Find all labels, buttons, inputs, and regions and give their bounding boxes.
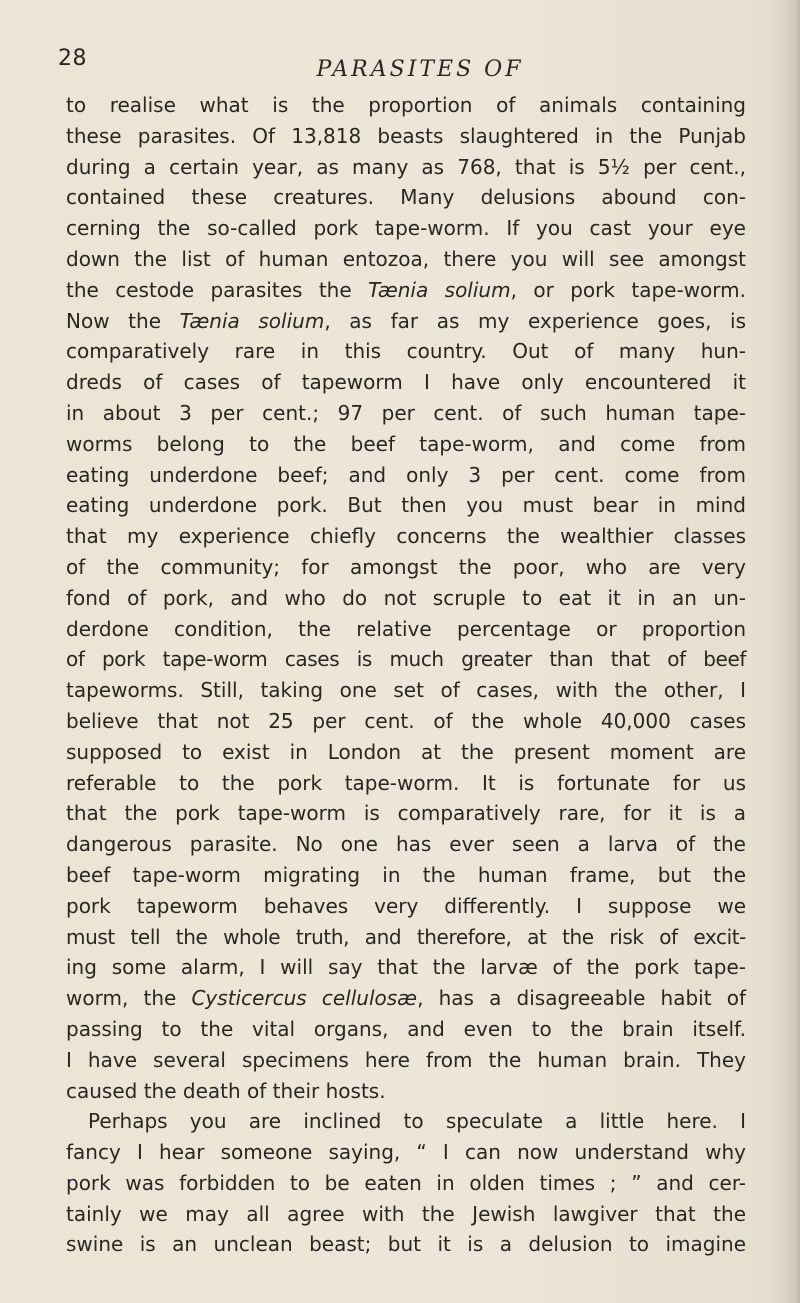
- page-edge-shadow: [786, 0, 800, 1303]
- text-line: in about 3 per cent.; 97 per cent. of such human tape-: [66, 400, 746, 425]
- text-line: dreds of cases of tapeworm I have only encountered it: [66, 370, 746, 395]
- text-line: pork tapeworm behaves very differently. I suppose we: [66, 893, 746, 918]
- text-line: worms belong to the beef tape-worm, and come from: [66, 431, 746, 456]
- text-line: of pork tape-worm cases is much greater than that of beef: [66, 647, 746, 672]
- text-line: dangerous parasite. No one has ever seen a larva of the: [66, 832, 746, 857]
- text-line: ing some alarm, I will say that the larvæ of the pork tape-: [66, 955, 746, 980]
- body-text: [66, 90, 746, 1260]
- text-line: during a certain year, as many as 768, that is 5½ per cent.,: [66, 154, 746, 179]
- text-line: believe that not 25 per cent. of the whole 40,000 cases: [66, 708, 746, 733]
- text-line: the cestode parasites the Tænia solium, or pork tape-worm.: [66, 277, 746, 302]
- text-line: referable to the pork tape-worm. It is fortunate for us: [66, 770, 746, 795]
- running-head: PARASITES OF: [316, 57, 524, 82]
- text-line: beef tape-worm migrating in the human frame, but the: [66, 862, 746, 887]
- text-line: tainly we may all agree with the Jewish lawgiver that the: [66, 1201, 746, 1226]
- text-line: cerning the so-called pork tape-worm. If you cast your eye: [66, 216, 746, 241]
- text-line: contained these creatures. Many delusions abound con-: [66, 185, 746, 210]
- text-line: these parasites. Of 13,818 beasts slaughtered in the Punjab: [66, 123, 746, 148]
- text-line: passing to the vital organs, and even to the brain itself.: [66, 1016, 746, 1041]
- text-line: derdone condition, the relative percentage or proportion: [66, 616, 746, 641]
- text-line: tapeworms. Still, taking one set of cases, with the other, I: [66, 678, 746, 703]
- text-line: down the list of human entozoa, there you will see amongst: [66, 246, 746, 271]
- text-line: comparatively rare in this country. Out of many hun-: [66, 339, 746, 364]
- text-line: fancy I hear someone saying, “ I can now understand why: [66, 1140, 746, 1165]
- text-line: must tell the whole truth, and therefore, at the risk of excit-: [66, 924, 746, 949]
- text-line: that the pork tape-worm is comparatively rare, for it is a: [66, 801, 746, 826]
- text-line: worm, the Cysticercus cellulosæ, has a disagreeable habit of: [66, 986, 747, 1011]
- text-line: Perhaps you are inclined to speculate a little here. I: [88, 1109, 746, 1134]
- text-line: supposed to exist in London at the present moment are: [66, 739, 746, 764]
- text-line: swine is an unclean beast; but it is a delusion to imagine: [66, 1232, 746, 1257]
- text-line: fond of pork, and who do not scruple to eat it in an un-: [66, 585, 746, 610]
- text-line: of the community; for amongst the poor, who are very: [66, 554, 746, 579]
- text-line: I have several specimens here from the human brain. They: [66, 1047, 746, 1072]
- text-line: Now the Tænia solium, as far as my experience goes, is: [66, 308, 747, 333]
- text-line: eating underdone pork. But then you must bear in mind: [66, 493, 746, 518]
- text-line: pork was forbidden to be eaten in olden times ; ” and cer-: [66, 1170, 746, 1195]
- text-line: that my experience chiefly concerns the wealthier classes: [66, 524, 746, 549]
- text-line: to realise what is the proportion of animals containing: [66, 93, 746, 117]
- text-line: eating underdone beef; and only 3 per cent. come from: [66, 462, 746, 487]
- page-number: 28: [58, 46, 87, 71]
- text-line: caused the death of their hosts.: [66, 1078, 386, 1103]
